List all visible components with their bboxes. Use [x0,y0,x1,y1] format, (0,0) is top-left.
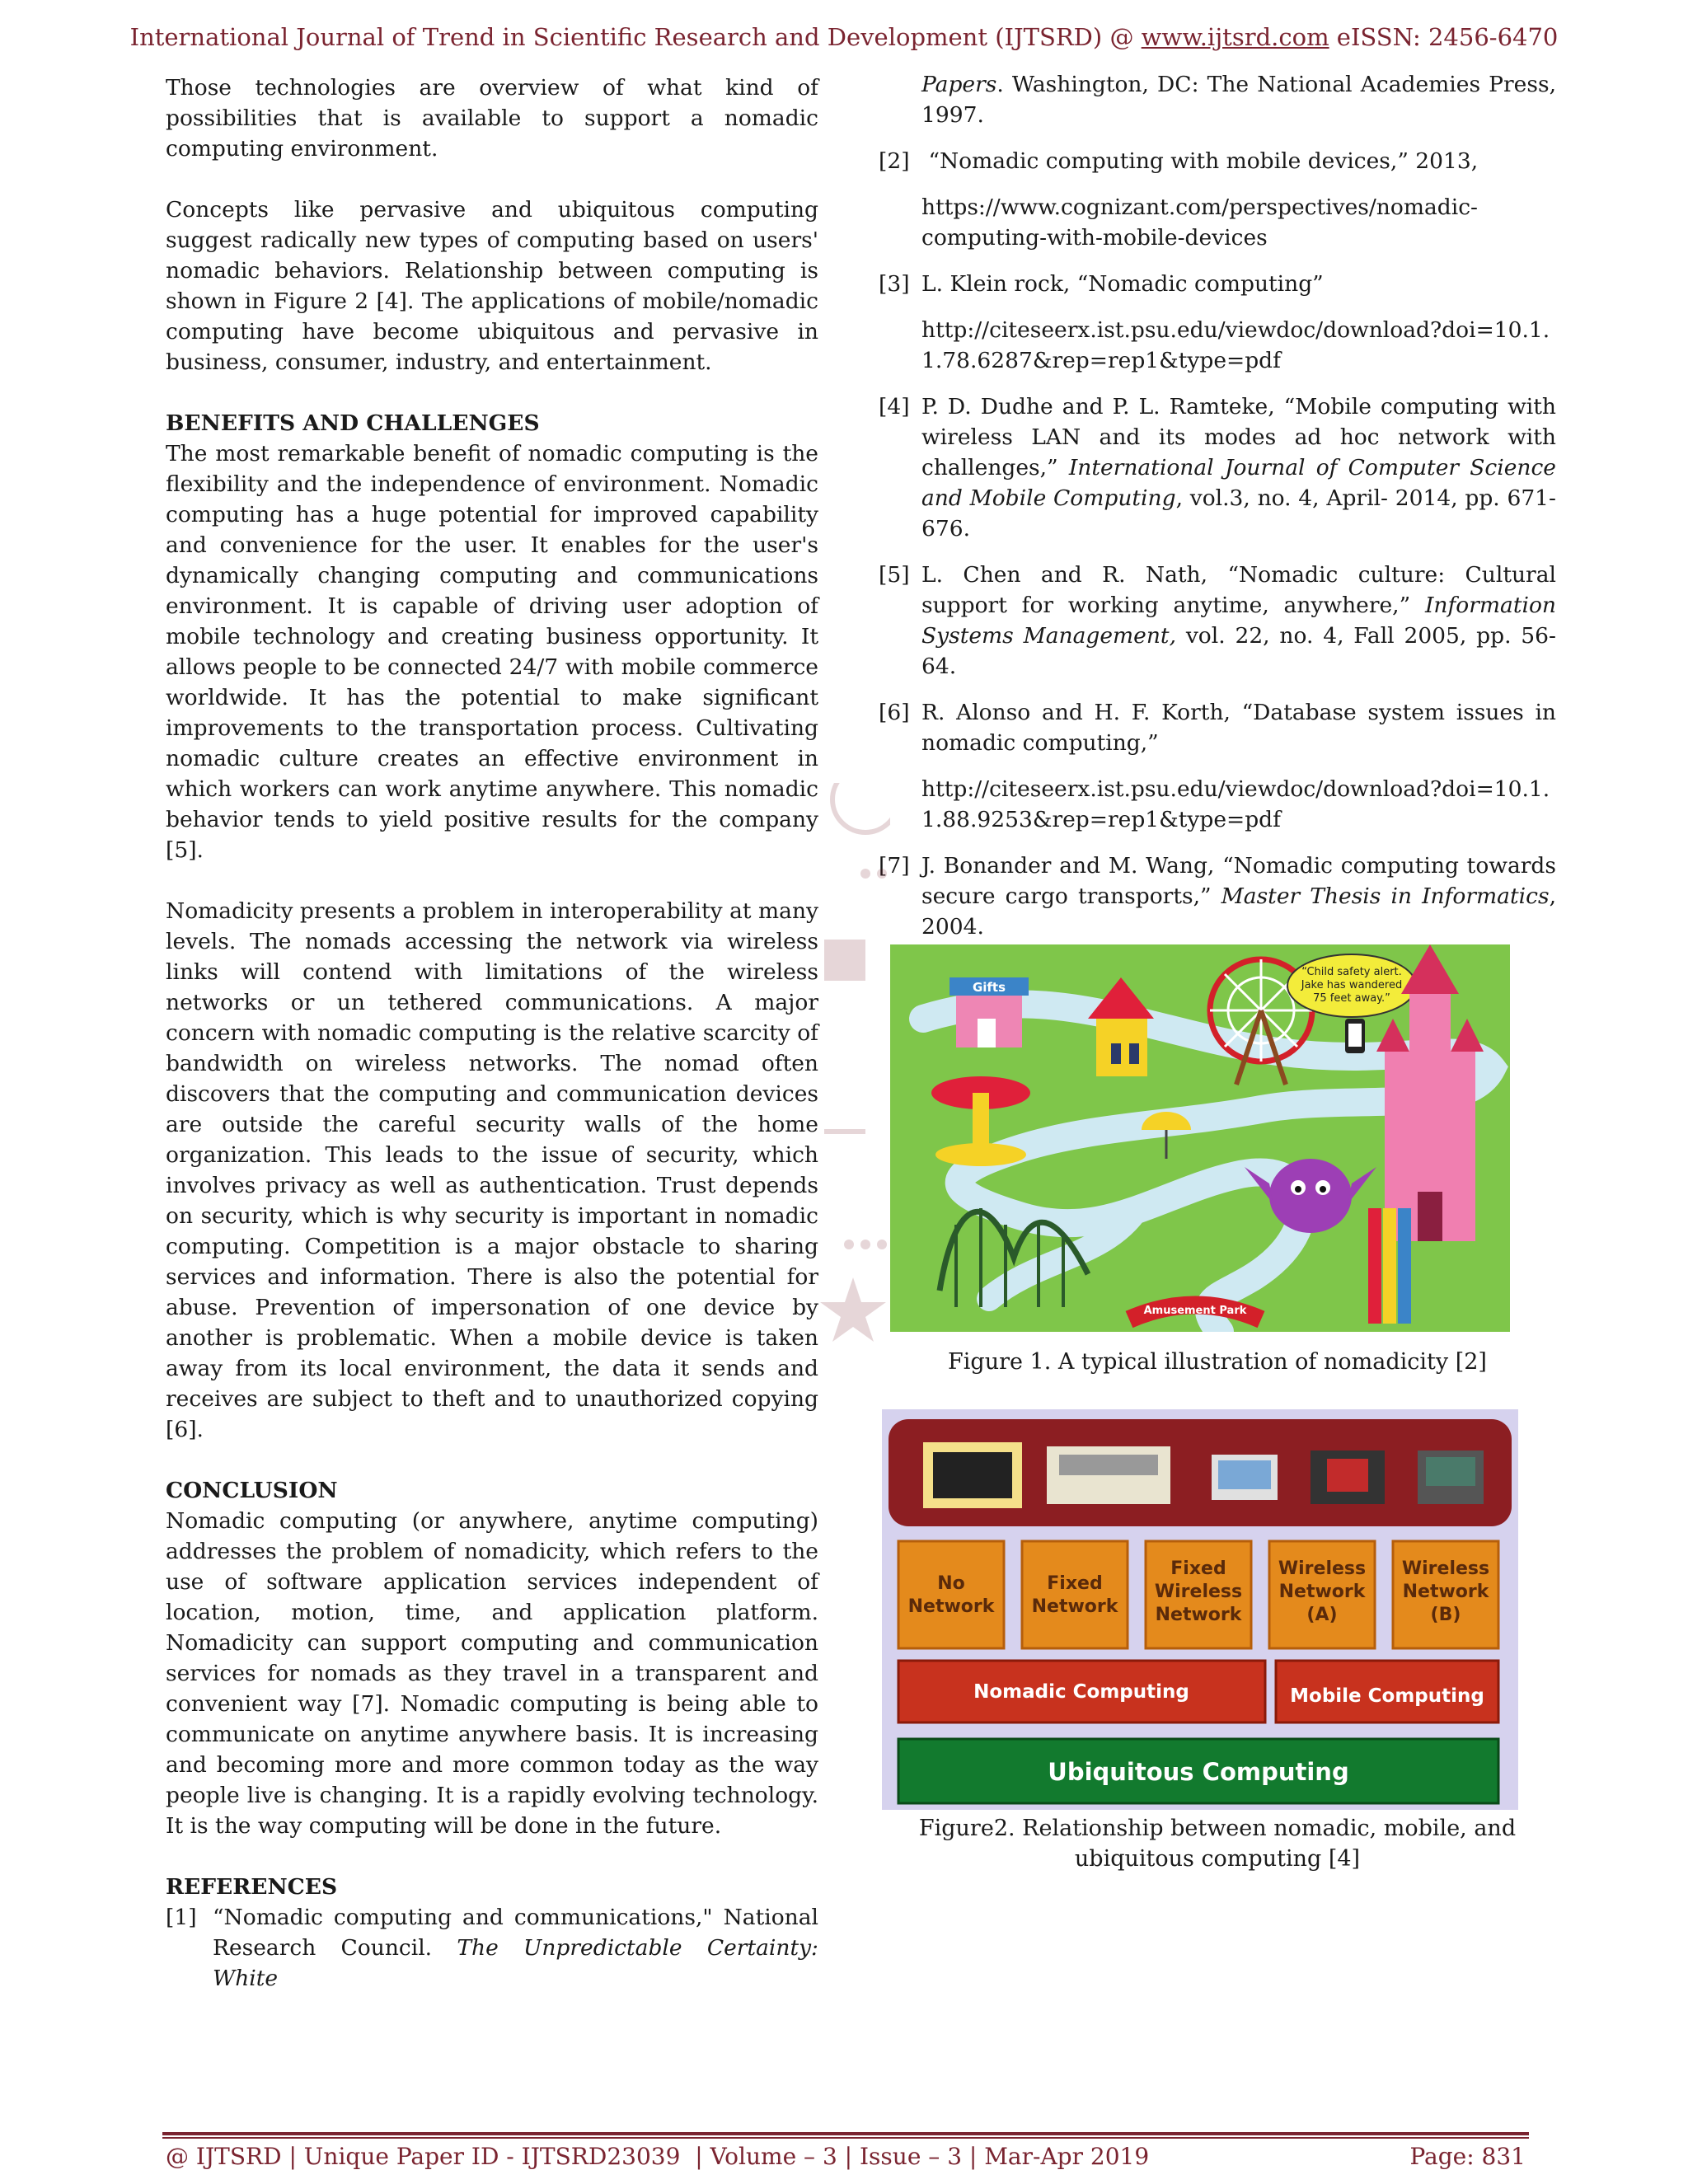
right-column [879,69,1556,942]
reference-1 [166,1902,818,1994]
watermark-logo [816,783,890,1343]
nomadic-computing-label: Nomadic Computing [973,1681,1189,1703]
reference-text: “Nomadic computing and communications," National Research Council. [213,1905,818,1961]
gifts-sign: Gifts [972,980,1006,995]
paragraph-conclusion: Nomadic computing (or anywhere, anytime computing) addresses the problem of nomadicity, which refers to the use of software application services independent of location, motion, time, and application platform. Nomadicity can support computing and communication services for nomads as they travel in a transparent and convenient way [7]. Nomadic computing is being able to communicate on anytime anywhere basis. It is increasing and becoming more and more common today as the way people live is changing. It is a rapidly evolving technology. It is the way computing will be done in the future. [166,1508,818,1839]
footer-rule-thick [162,2132,1529,2135]
reference-3 [879,269,1556,299]
reference-number: [1] [166,1905,197,1930]
reference-7 [879,851,1556,942]
ubiquitous-computing-label: Ubiquitous Computing [1048,1758,1349,1786]
header-suffix: eISSN: 2456-6470 [1329,23,1559,51]
mobile-computing-label: Mobile Computing [1290,1685,1484,1707]
paragraph-intro: Those technologies are overview of what kind of possibilities that is available to support a nomadic computing environment. [166,75,818,162]
paragraph-concepts: Concepts like pervasive and ubiquitous computing suggest radically new types of computing based on users' nomadic behaviors. Relationship between computing is shown in Figure 2 [4]. The applications of mobile/nomadic computing have become ubiquitous and pervasive in business, consumer, industry, and entertainment. [166,197,818,375]
reference-2 [879,146,1556,176]
reference-4 [879,391,1556,544]
figure-1-caption: Figure 1. A typical illustration of nomadicity [2] [948,1349,1487,1375]
box-wireless-a-line1: Wireless [1278,1558,1367,1579]
reference-6-url[interactable]: http://citeseerx.ist.psu.edu/viewdoc/download?doi=10.1.1.88.9253&rep=rep1&type=pdf [921,776,1550,832]
figure-2-caption-line1: Figure2. Relationship between nomadic, mobile, and [918,1816,1517,1841]
reference-5 [879,560,1556,682]
reference-text: . Washington, DC: The National Academies Press, 1997. [921,72,1556,128]
box-fixed-network-line1: Fixed [1047,1573,1103,1594]
box-no-network-line2: Network [907,1596,995,1617]
journal-link[interactable]: www.ijtsrd.com [1141,23,1329,51]
paragraph-benefits: The most remarkable benefit of nomadic computing is the flexibility and the independence of environment. Nomadic computing has a huge potential for improved capability and convenience for the user. It enables for the user's dynamically changing computing and communications environment. It is capable of driving user adoption of mobile technology and creating business opportunity. It allows people to be connected 24/7 with mobile commerce worldwide. It has the potential to make significant improvements to the transportation process. Cultivating nomadic culture creates an effective environment in which workers can work anytime anywhere. This nomadic behavior tends to yield positive results for the company [5]. [166,441,818,863]
figure-2-computing-relationship-diagram [882,1409,1518,1810]
figure-1-amusement-park-illustration [890,944,1510,1332]
reference-6 [879,697,1556,758]
box-no-network-line1: No [937,1573,965,1594]
reference-journal: International Journal of Computer Science and Mobile Computing [921,455,1556,511]
figure-2-caption-line2: ubiquitous computing [4] [1074,1846,1361,1872]
phone-icon [1345,1019,1365,1053]
figure-2-diagram-art [882,1409,1518,1810]
footer-rule-thin [162,2137,1529,2139]
box-fixed-wireless-line2: Wireless [1154,1582,1243,1602]
reference-number: [4] [879,394,910,419]
reference-text: L. Klein rock, “Nomadic computing” [921,271,1324,297]
box-fixed-wireless-line1: Fixed [1170,1558,1226,1579]
tower-icon [1368,1208,1411,1324]
left-column [166,73,818,1994]
reference-text: R. Alonso and H. F. Korth, “Database system issues in nomadic computing,” [921,700,1556,756]
reference-title: Papers [921,72,997,97]
reference-text-end: , vol.3, no. 4, April- 2014, pp. 671-676. [921,485,1556,541]
reference-text-end: vol. 22, no. 4, Fall 2005, pp. 56-64. [921,623,1556,679]
box-wireless-b-line2: Network [1402,1582,1489,1602]
reference-journal: Information Systems Management, [921,593,1556,649]
reference-text: P. D. Dudhe and P. L. Ramteke, “Mobile computing with wireless LAN and its modes ad hoc network with challenges,” [921,394,1556,480]
header-prefix: International Journal of Trend in Scientific Research and Development (IJTSRD) @ [129,23,1142,51]
box-wireless-a-line2: Network [1278,1582,1366,1602]
bubble-line-3: 75 feet away.” [1313,992,1390,1005]
reference-text-end: , 2004. [921,883,1556,940]
park-illustration-art [890,944,1510,1332]
reference-1-continued [879,69,1556,130]
gift-shop-icon [950,977,1029,1047]
speech-bubble [1287,954,1416,1017]
reference-2-url[interactable]: https://www.cognizant.com/perspectives/nomadic-computing-with-mobile-devices [921,194,1478,251]
page-number: Page: 831 [1409,2143,1526,2170]
reference-number: [7] [879,853,910,879]
reference-text: L. Chen and R. Nath, “Nomadic culture: Cultural support for working anytime, anywhere,” [921,562,1556,618]
section-heading-conclusion: CONCLUSION [166,1478,338,1503]
bubble-line-1: “Child safety alert. [1301,966,1402,978]
section-heading-references: REFERENCES [166,1874,338,1900]
box-wireless-b-line1: Wireless [1401,1558,1490,1579]
reference-title: The Unpredictable Certainty: White [213,1935,818,1991]
reference-3-url[interactable]: http://citeseerx.ist.psu.edu/viewdoc/download?doi=10.1.1.78.6287&rep=rep1&type=pdf [921,317,1550,373]
box-wireless-b-line3: (B) [1430,1605,1461,1625]
reference-venue: Master Thesis in Informatics [1221,883,1550,909]
figure-2-caption [879,1813,1556,1874]
reference-text: “Nomadic computing with mobile devices,” 2013, [928,148,1479,174]
reference-number: [3] [879,271,910,297]
section-heading-benefits: BENEFITS AND CHALLENGES [166,410,540,436]
reference-number: [6] [879,700,910,725]
running-header [0,23,1688,51]
reference-number: [2] [879,148,910,174]
ijtsrd-watermark [816,783,890,1343]
box-fixed-wireless-line3: Network [1155,1605,1242,1625]
bubble-line-2: Jake has wandered [1301,979,1403,991]
reference-text: J. Bonander and M. Wang, “Nomadic computing towards secure cargo transports,” [921,853,1556,909]
footer-paper-info: @ IJTSRD | Unique Paper ID - IJTSRD23039 | Volume – 3 | Issue – 3 | Mar-Apr 2019 [166,2143,1150,2170]
amusement-park-sign: Amusement Park [1143,1305,1247,1317]
page-footer [166,2143,1526,2170]
box-fixed-network-line2: Network [1031,1596,1118,1617]
paragraph-challenges: Nomadicity presents a problem in interoperability at many levels. The nomads accessing the network via wireless links will contend with limitations of the wireless networks or un tethered communications. A major concern with nomadic computing is the relative scarcity of bandwidth on wireless networks. The nomad often discovers that the computing and communication devices are outside the careful security walls of the home organization. This leads to the issue of security, which involves privacy as well as authentication. Trust depends on security, which is why security is important in nomadic computing. Competition is a major obstacle to sharing services and information. There is also the potential for abuse. Prevention of impersonation of one device by another is problematic. When a mobile device is taken away from its local environment, the data it sends and receives are subject to theft and to unauthorized copying [6]. [166,898,818,1442]
box-wireless-a-line3: (A) [1306,1605,1338,1625]
reference-number: [5] [879,562,910,588]
